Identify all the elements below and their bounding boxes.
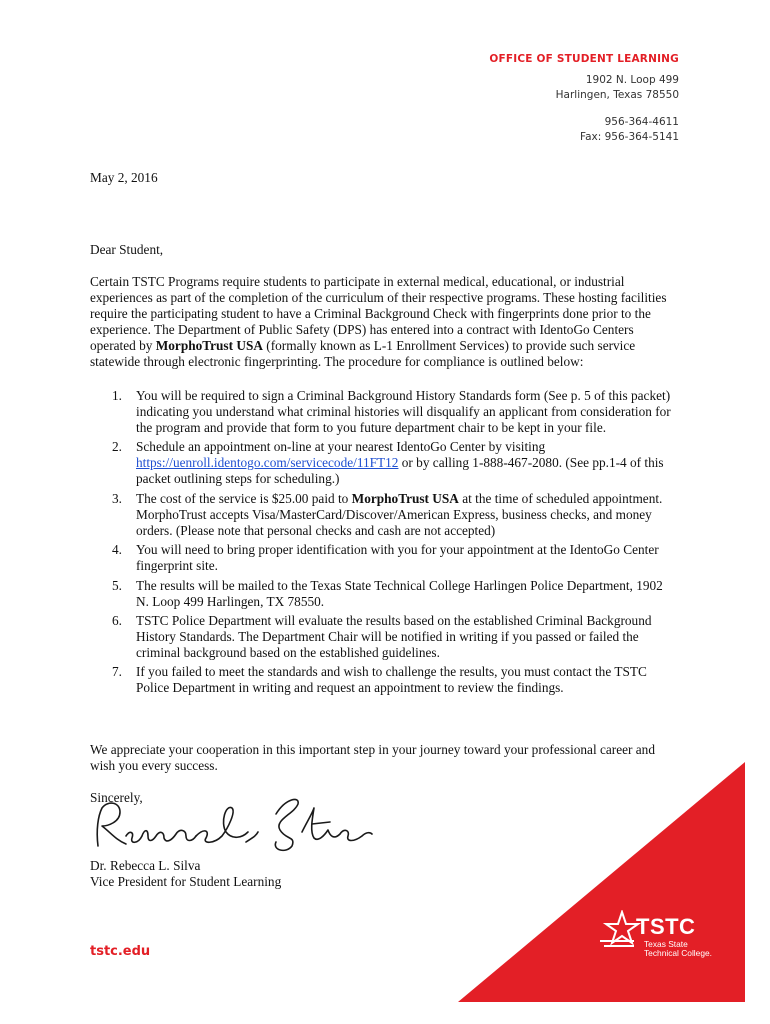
website-link[interactable]: tstc.edu [90, 944, 151, 959]
logo-subtitle: Texas State Technical College. [644, 939, 712, 958]
company-name: MorphoTrust USA [155, 338, 263, 353]
fax-number: Fax: 956-364-5141 [580, 131, 679, 143]
letter-date: May 2, 2016 [90, 170, 158, 185]
logo-wordmark: TSTC [636, 914, 696, 939]
salutation: Dear Student, [90, 242, 164, 257]
procedure-steps [90, 388, 678, 700]
list-item: 3. The cost of the service is $25.00 paid to MorphoTrust USA at the time of scheduled appointment. MorphoTrust accepts Visa/MasterCard/Discover/American Express, business checks, and money orders. (Please note that personal checks and cash are not accepted) [112, 490, 663, 538]
intro-paragraph: Certain TSTC Programs require students to participate in external medical, educational, or industrial experiences as part of the completion of the curriculum of their respective programs. These hosting facilities require the participating student to have a Criminal Background Check with fingerprints done prior to the experience. The Department of Public Safety (DPS) has entered into a contract with IdentoGo Centers operated by MorphoTrust USA (formally known as L-1 Enrollment Services) to provide such service statewide through electronic fingerprinting. The procedure for compliance is outlined below: [90, 274, 667, 369]
signer-name: Dr. Rebecca L. Silva [90, 858, 201, 873]
scheduling-link[interactable]: https://uenroll.identogo.com/servicecode/11FT12 [136, 455, 399, 471]
signer-title: Vice President for Student Learning [90, 874, 282, 889]
list-item: 7. If you failed to meet the standards and wish to challenge the results, you must contact the TSTC Police Department in writing and request an appointment to review the findings. [112, 664, 647, 696]
letterhead [489, 52, 679, 145]
list-item: 2. Schedule an appointment on-line at your nearest IdentoGo Center by visiting https://uenroll.identogo.com/servicecode/11FT12 or by calling 1-888-467-2080. (See pp.1-4 of this packet outlining steps for scheduling.) [112, 439, 664, 487]
signer-block [90, 858, 678, 890]
office-name: OFFICE OF STUDENT LEARNING [489, 53, 679, 65]
address-line-2: Harlingen, Texas 78550 [555, 89, 679, 101]
list-item: 6. TSTC Police Department will evaluate the results based on the established Criminal Background History Standards. The Department Chair will be notified in writing if you passed or failed the criminal background based on the established guidelines. [112, 612, 652, 660]
closing-paragraph: We appreciate your cooperation in this important step in your journey toward your professional career and wish you every success. [90, 742, 655, 773]
list-item: 4. You will need to bring proper identification with you for your appointment at the IdentoGo Center fingerprint site. [112, 542, 659, 574]
list-item: 1. You will be required to sign a Criminal Background History Standards form (See p. 5 of this packet) indicating you understand what criminal histories will disqualify an applicant from consideration for the program and provide that form to you future department chair to be kept in your file. [112, 388, 671, 435]
address-line-1: 1902 N. Loop 499 [585, 74, 679, 86]
list-item: 5. The results will be mailed to the Texas State Technical College Harlingen Police Department, 1902 N. Loop 499 Harlingen, TX 78550. [112, 577, 663, 609]
sign-off: Sincerely, [90, 790, 143, 805]
phone-number: 956-364-4611 [604, 116, 679, 128]
tstc-logo [600, 908, 718, 966]
handwritten-signature [86, 792, 376, 858]
